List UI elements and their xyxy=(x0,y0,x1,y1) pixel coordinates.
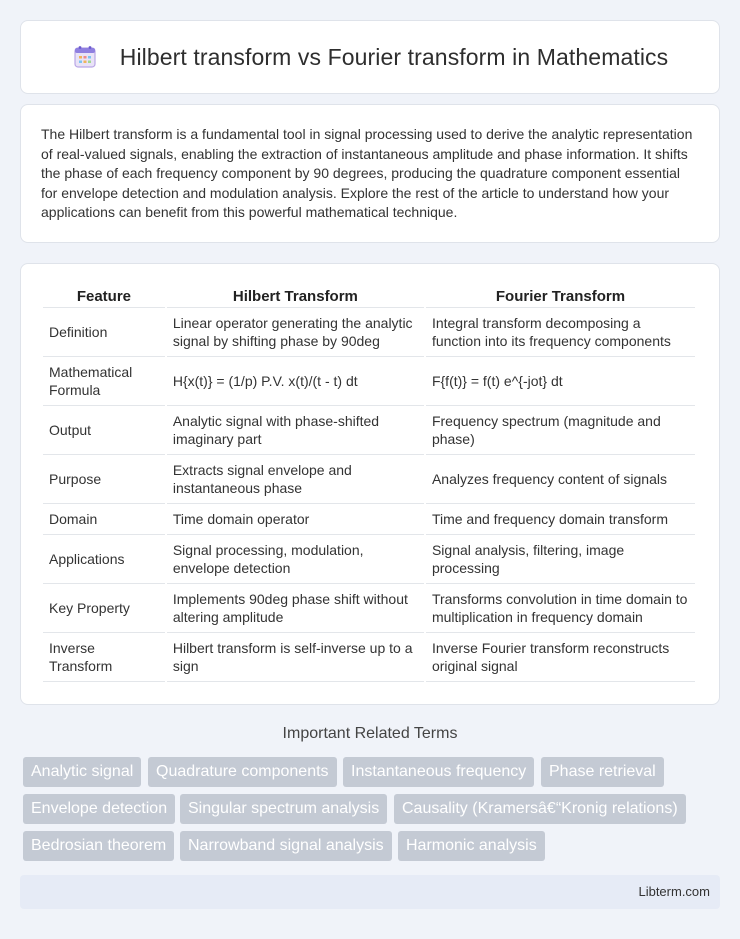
fourier-cell: Integral transform decomposing a function into its frequency components xyxy=(426,308,695,357)
comparison-table-card xyxy=(20,263,720,705)
header-hilbert: Hilbert Transform xyxy=(167,284,424,308)
feature-cell: Domain xyxy=(43,504,165,535)
table-row xyxy=(43,504,695,535)
intro-paragraph: The Hilbert transform is a fundamental tool in signal processing used to derive the analytic representation of real-valued signals, enabling the extraction of instantaneous amplitude and phase information. It shifts the phase of each frequency component by 90 degrees, producing the quadrature component essential for envelope detection and modulation analysis. Explore the rest of the article to understand how your applications can benefit from this powerful mathematical technique. xyxy=(41,126,693,221)
header-fourier: Fourier Transform xyxy=(426,284,695,308)
tag-quadrature-components[interactable]: Quadrature components xyxy=(148,757,337,787)
table-row xyxy=(43,633,695,682)
feature-cell: Output xyxy=(43,406,165,455)
hilbert-cell: Signal processing, modulation, envelope detection xyxy=(167,535,424,584)
header-card xyxy=(20,20,720,94)
fourier-cell: Signal analysis, filtering, image processing xyxy=(426,535,695,584)
feature-cell: Purpose xyxy=(43,455,165,504)
hilbert-cell: Extracts signal envelope and instantaneous phase xyxy=(167,455,424,504)
feature-cell: Mathematical Formula xyxy=(43,357,165,406)
hilbert-cell: Implements 90deg phase shift without altering amplitude xyxy=(167,584,424,633)
fourier-cell: Inverse Fourier transform reconstructs original signal xyxy=(426,633,695,682)
tag-harmonic-analysis[interactable]: Harmonic analysis xyxy=(398,831,545,861)
tag-narrowband-signal-analysis[interactable]: Narrowband signal analysis xyxy=(180,831,392,861)
hilbert-cell: Analytic signal with phase-shifted imaginary part xyxy=(167,406,424,455)
hilbert-cell: H{x(t)} = (1/p) P.V. x(t)/(t - t) dt xyxy=(167,357,424,406)
feature-cell: Inverse Transform xyxy=(43,633,165,682)
tag-analytic-signal[interactable]: Analytic signal xyxy=(23,757,141,787)
tag-phase-retrieval[interactable]: Phase retrieval xyxy=(541,757,664,787)
document-icon xyxy=(72,44,98,70)
table-row xyxy=(43,455,695,504)
table-row xyxy=(43,406,695,455)
fourier-cell: Time and frequency domain transform xyxy=(426,504,695,535)
feature-cell: Applications xyxy=(43,535,165,584)
footer-brand[interactable]: Libterm.com xyxy=(638,884,710,899)
tag-envelope-detection[interactable]: Envelope detection xyxy=(23,794,175,824)
tag-instantaneous-frequency[interactable]: Instantaneous frequency xyxy=(343,757,534,787)
feature-cell: Key Property xyxy=(43,584,165,633)
hilbert-cell: Hilbert transform is self-inverse up to a sign xyxy=(167,633,424,682)
header-feature: Feature xyxy=(43,284,165,308)
hilbert-cell: Time domain operator xyxy=(167,504,424,535)
feature-cell: Definition xyxy=(43,308,165,357)
tag-bedrosian-theorem[interactable]: Bedrosian theorem xyxy=(23,831,174,861)
fourier-cell: F{f(t)} = f(t) e^{-jot} dt xyxy=(426,357,695,406)
tag-singular-spectrum-analysis[interactable]: Singular spectrum analysis xyxy=(180,794,387,824)
fourier-cell: Frequency spectrum (magnitude and phase) xyxy=(426,406,695,455)
related-terms-title: Important Related Terms xyxy=(282,725,458,742)
table-row xyxy=(43,584,695,633)
intro-card xyxy=(20,104,720,243)
hilbert-cell: Linear operator generating the analytic signal by shifting phase by 90deg xyxy=(167,308,424,357)
fourier-cell: Transforms convolution in time domain to multiplication in frequency domain xyxy=(426,584,695,633)
tag-causality[interactable]: Causality (Kramersâ€“Kronig relations) xyxy=(394,794,686,824)
table-row xyxy=(43,357,695,406)
table-row xyxy=(43,535,695,584)
page-title: Hilbert transform vs Fourier transform in Mathematics xyxy=(119,43,669,70)
table-header-row xyxy=(43,284,695,308)
comparison-table xyxy=(41,284,697,682)
table-row xyxy=(43,308,695,357)
fourier-cell: Analyzes frequency content of signals xyxy=(426,455,695,504)
footer xyxy=(20,875,720,909)
